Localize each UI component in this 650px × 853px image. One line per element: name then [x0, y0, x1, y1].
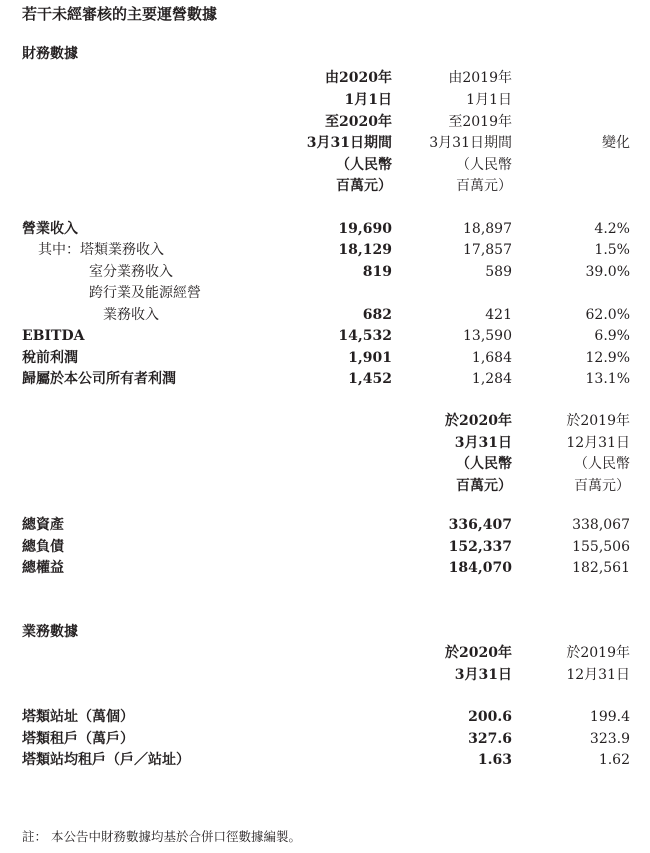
- bal-row-2020: 184,070: [448, 560, 512, 576]
- bal-row-2020: 336,407: [448, 517, 512, 533]
- fin-row-label: 跨行業及能源經營: [89, 285, 201, 301]
- fin-row-change: 39.0%: [585, 264, 630, 280]
- op-row-2020: 1.63: [477, 752, 512, 768]
- fin-header-2020-line6: 百萬元）: [336, 178, 392, 194]
- fin-row-label: 歸屬於本公司所有者利潤: [22, 371, 176, 387]
- fin-row-2020: 1,452: [348, 371, 392, 387]
- fin-header-change: 變化: [602, 135, 630, 151]
- bal-row-label: 總負債: [22, 539, 64, 555]
- bal-header-2019-line2: 12月31日: [566, 435, 630, 451]
- fin-row-2020: 682: [362, 307, 392, 323]
- bal-row-label: 總資產: [22, 517, 64, 533]
- bal-header-2020-line3: （人民幣: [456, 456, 512, 472]
- bal-header-2019-line1: 於2019年: [566, 413, 630, 429]
- bal-header-2020-line4: 百萬元）: [456, 478, 512, 494]
- fin-row-2019: 589: [485, 264, 512, 280]
- op-row-2019: 323.9: [589, 731, 630, 747]
- fin-header-2020-line4: 3月31日期間: [306, 135, 392, 151]
- fin-row-change: 6.9%: [594, 328, 630, 344]
- fin-row-change: 1.5%: [594, 242, 630, 258]
- bal-row-2019: 338,067: [572, 517, 630, 533]
- fin-row-2019: 1,284: [471, 371, 512, 387]
- fin-header-2019-line3: 至2019年: [448, 114, 512, 130]
- op-row-label: 塔類站均租戶（戶／站址）: [22, 752, 190, 768]
- bal-row-label: 總權益: [22, 560, 64, 576]
- fin-row-2020: 19,690: [338, 221, 392, 237]
- op-row-2019: 199.4: [589, 709, 630, 725]
- fin-row-label-line2: 業務收入: [103, 307, 159, 323]
- fin-row-2020: 1,901: [348, 350, 392, 366]
- fin-header-2020-line1: 由2020年: [325, 70, 392, 86]
- op-header-2019-line1: 於2019年: [566, 645, 630, 661]
- financial-section-label: 財務數據: [22, 46, 78, 62]
- op-header-2020-line2: 3月31日: [454, 667, 512, 683]
- op-row-2019: 1.62: [598, 752, 630, 768]
- op-header-2019-line2: 12月31日: [566, 667, 630, 683]
- fin-row-2020: 819: [362, 264, 392, 280]
- fin-row-label: EBITDA: [22, 328, 85, 344]
- fin-row-2019: 1,684: [471, 350, 512, 366]
- fin-header-2020-line5: （人民幣: [336, 157, 392, 173]
- op-row-2020: 200.6: [468, 709, 512, 725]
- fin-header-2020-line2: 1月1日: [344, 92, 392, 108]
- bal-header-2019-line3: （人民幣: [574, 456, 630, 472]
- op-header-2020-line1: 於2020年: [445, 645, 512, 661]
- fin-row-2020: 18,129: [338, 242, 392, 258]
- bal-row-2019: 155,506: [572, 539, 630, 555]
- bal-header-2020-line1: 於2020年: [445, 413, 512, 429]
- op-row-label: 塔類站址（萬個）: [22, 709, 134, 725]
- fin-header-2019-line4: 3月31日期間: [429, 135, 512, 151]
- fin-row-change: 62.0%: [585, 307, 630, 323]
- bal-row-2019: 182,561: [572, 560, 630, 576]
- fin-header-2019-line2: 1月1日: [466, 92, 512, 108]
- operational-section-label: 業務數據: [22, 624, 78, 640]
- fin-row-change: 13.1%: [585, 371, 630, 387]
- fin-row-label: 稅前利潤: [22, 350, 78, 366]
- fin-row-label: 室分業務收入: [89, 264, 173, 280]
- fin-row-label: 營業收入: [22, 221, 78, 237]
- bal-row-2020: 152,337: [448, 539, 512, 555]
- op-row-label: 塔類租戶（萬戶）: [22, 731, 134, 747]
- fin-row-change: 12.9%: [585, 350, 630, 366]
- fin-row-2019: 13,590: [463, 328, 512, 344]
- fin-row-change: 4.2%: [594, 221, 630, 237]
- fin-row-2020: 14,532: [338, 328, 392, 344]
- page-title: 若干未經審核的主要運營數據: [22, 5, 218, 23]
- fin-header-2020-line3: 至2020年: [325, 114, 392, 130]
- fin-row-2019: 18,897: [463, 221, 512, 237]
- op-row-2020: 327.6: [468, 731, 512, 747]
- fin-row-2019: 421: [485, 307, 512, 323]
- fin-header-2019-line6: 百萬元）: [456, 178, 512, 194]
- bal-header-2020-line2: 3月31日: [454, 435, 512, 451]
- footnote: 註： 本公告中財務數據均基於合併口徑數據編製。: [22, 829, 301, 844]
- fin-row-label: 其中：塔類業務收入: [38, 242, 164, 258]
- fin-header-2019-line1: 由2019年: [448, 70, 512, 86]
- fin-row-2019: 17,857: [463, 242, 512, 258]
- bal-header-2019-line4: 百萬元）: [574, 478, 630, 494]
- fin-header-2019-line5: （人民幣: [456, 157, 512, 173]
